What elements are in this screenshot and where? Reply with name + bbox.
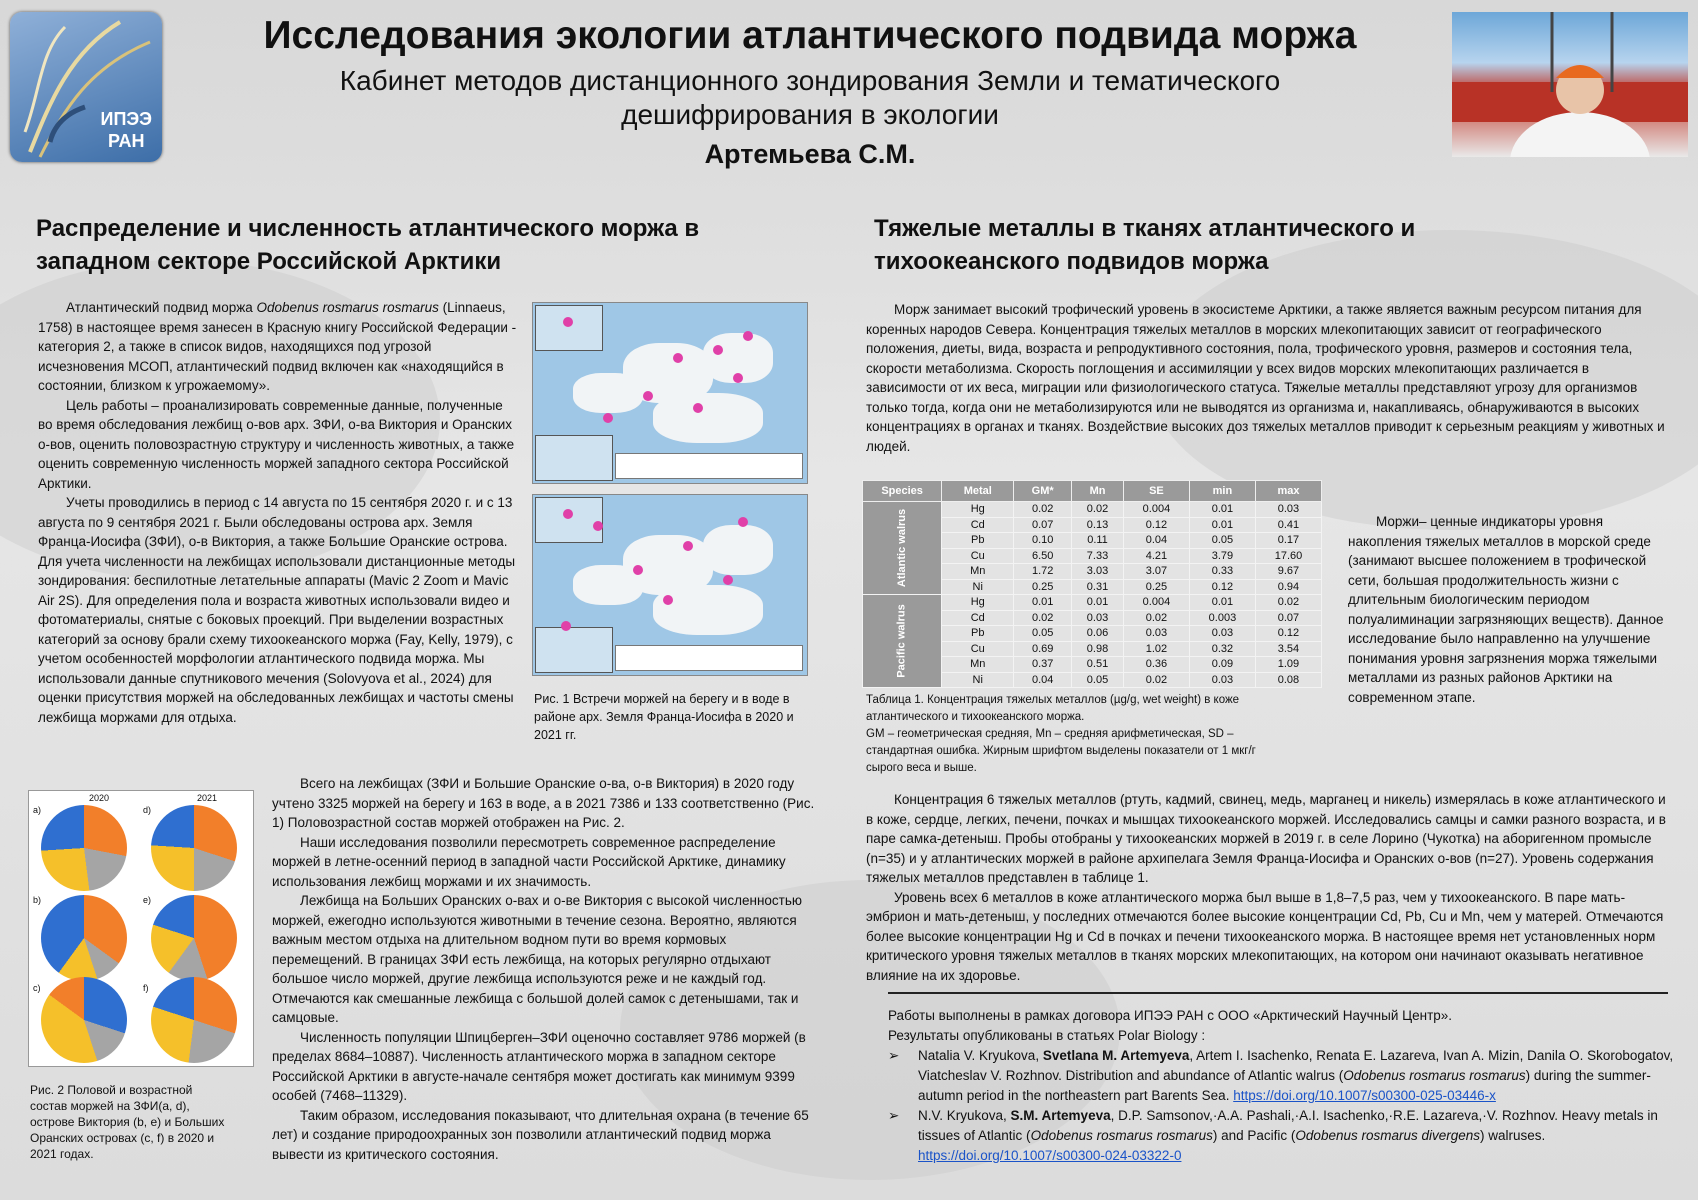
value-cell: 0.04 — [1014, 672, 1072, 688]
value-cell: 9.67 — [1255, 564, 1321, 580]
metal-cell: Cd — [942, 517, 1014, 533]
value-cell: 3.03 — [1072, 564, 1124, 580]
value-cell: 0.03 — [1255, 502, 1321, 518]
reference-item: ➢ N.V. Kryukova, S.M. Artemyeva, D.P. Samsonov,·A.A. Pashali,·A.I. Isachenko,·R.E. Lazareva,·V. Rozhnov. Heavy metals in tissues of Atlantic (Odobenus rosmarus rosmarus) and Pacific (Odobenus rosmarus divergens) walruses. https://doi.org/10.1007/s00300-024-03322-0 — [888, 1108, 1658, 1163]
value-cell: 3.79 — [1189, 548, 1255, 564]
value-cell: 0.02 — [1014, 610, 1072, 626]
value-cell: 0.03 — [1189, 672, 1255, 688]
value-cell: 0.004 — [1123, 595, 1189, 611]
species-cell: Pacific walrus — [863, 595, 942, 688]
metal-cell: Pb — [942, 626, 1014, 642]
value-cell: 0.36 — [1123, 657, 1189, 673]
doi-link[interactable]: https://doi.org/10.1007/s00300-024-03322-0 — [918, 1148, 1182, 1163]
metal-cell: Hg — [942, 502, 1014, 518]
pie-label: b) — [33, 895, 42, 905]
table-header: Metal — [942, 481, 1014, 502]
poster-author: Артемьева С.М. — [704, 139, 916, 169]
table-header: Species — [863, 481, 942, 502]
pie-year-label: 2021 — [197, 793, 218, 803]
metal-cell: Hg — [942, 595, 1014, 611]
right-side-text: Моржи– ценные индикаторы уровня накопления тяжелых металлов в морской среде (занимают высшее положением в трофической сети, большая продолжительность жизни с длительным биологическим периодом полуалиминации загрязняющих веществ). Данное исследование было направленно на улучшение понимания уровня загрязнения моржа тяжелыми металлами из разных районов Арктики на современном этапе. — [1348, 514, 1664, 705]
value-cell: 0.98 — [1072, 641, 1124, 657]
pie-chart-f — [151, 977, 237, 1063]
right-results-text: Концентрация 6 тяжелых металлов (ртуть, кадмий, свинец, медь, марганец и никель) измерялась в коже атлантического и в коже, сердце, легких, печени, почках и мышцах тихоокеанского моржей. Исследовались самцы и самки разного возраста, и в паре самка-детеныш. Пробы отобраны у тихоокеанских моржей в 2019 г. в селе Лорино (Чукотка) на аборигенном промысле (n=35) и у атлантических моржей в районе архипелага Земля Франца-Иосифа и Оранских о-вов (n=27). Уровень содержания тяжелых металлов представлен в таблице 1. Уровень всех 6 металлов в коже атлантического моржа был выше в 1,8–7,5 раз, чем у тихоокеанского. В паре мать-эмбрион и мать-детеныш, у последних отмечаются более высокие концентрации Cd, Pb, Cu и Mn, чем у матерей. Отмечаются более высокие концентрации Hg и Cd в почках и печени тихоокеанского моржа. В настоящее время нет установленных норм критического уровня тяжелых металлов в тканях морских млекопитающих, на котором они начинают оказывать негативное влияние на их здоровье. — [866, 792, 1666, 983]
value-cell: 0.02 — [1123, 610, 1189, 626]
value-cell: 0.004 — [1123, 502, 1189, 518]
author-photo — [1452, 12, 1688, 157]
poster-title: Исследования экологии атлантического подвида моржа — [263, 14, 1357, 57]
pie-year-label: 2020 — [89, 793, 110, 803]
metal-cell: Mn — [942, 657, 1014, 673]
value-cell: 0.02 — [1123, 672, 1189, 688]
logo-text: ИПЭЭ РАН — [100, 109, 152, 151]
right-intro-text: Морж занимает высокий трофический уровень в экосистеме Арктики, а также является важным ресурсом питания для коренных народов Севера. Концентрация тяжелых металлов в морских млекопитающих зависит от географического положения, диеты, вида, возраста и репродуктивного состояния, пола, трофического уровня, размеров и состояния тела, скорости метаболизма. Скорость поглощения и ассимиляции у всех видов морских млекопитающих различается в зависимости от их веса, миграции или физиологического статуса. Тяжелые металлы представляют угрозу для организмов только тогда, когда они не метаболизируются или не выводятся из организма и, накапливаясь, обнаруживаются в высоких концентрациях в органах и тканях. Воздействие высоких доз тяжелых металлов приводит к серьезным реакциям у животных и людей. — [866, 302, 1665, 454]
table-header: min — [1189, 481, 1255, 502]
pie-label: f) — [143, 983, 149, 993]
value-cell: 0.11 — [1072, 533, 1124, 549]
pie-chart-a — [41, 805, 127, 891]
value-cell: 0.05 — [1189, 533, 1255, 549]
value-cell: 0.32 — [1189, 641, 1255, 657]
heavy-metals-table — [862, 480, 1322, 688]
funding-note: Работы выполнены в рамках договора ИПЭЭ РАН с ООО «Арктический Научный Центр». — [888, 1008, 1453, 1023]
arrow-bullet-icon: ➢ — [888, 1048, 900, 1063]
value-cell: 0.03 — [1189, 626, 1255, 642]
map-2021 — [532, 494, 808, 676]
value-cell: 7.33 — [1072, 548, 1124, 564]
value-cell: 0.12 — [1189, 579, 1255, 595]
divider — [888, 992, 1668, 994]
right-section-heading: Тяжелые металлы в тканях атлантического и тихоокеанского подвидов моржа — [874, 215, 1416, 275]
value-cell: 0.13 — [1072, 517, 1124, 533]
value-cell: 0.12 — [1123, 517, 1189, 533]
value-cell: 1.09 — [1255, 657, 1321, 673]
publications-intro: Результаты опубликованы в статьях Polar Biology : — [888, 1028, 1206, 1043]
value-cell: 0.03 — [1072, 610, 1124, 626]
value-cell: 0.25 — [1123, 579, 1189, 595]
table-row — [863, 595, 1322, 611]
metal-cell: Mn — [942, 564, 1014, 580]
value-cell: 0.31 — [1072, 579, 1124, 595]
value-cell: 0.07 — [1014, 517, 1072, 533]
value-cell: 0.01 — [1189, 502, 1255, 518]
value-cell: 0.02 — [1072, 502, 1124, 518]
value-cell: 0.09 — [1189, 657, 1255, 673]
value-cell: 6.50 — [1014, 548, 1072, 564]
value-cell: 0.33 — [1189, 564, 1255, 580]
left-section-heading: Распределение и численность атлантического моржа в западном секторе Российской Арктики — [36, 215, 700, 275]
value-cell: 0.02 — [1014, 502, 1072, 518]
value-cell: 0.05 — [1014, 626, 1072, 642]
pie-chart-c — [41, 977, 127, 1063]
reference-item: ➢ Natalia V. Kryukova, Svetlana M. Artemyeva, Artem I. Isachenko, Renata E. Lazareva, Ivan A. Mizin, Danila O. Skorobogatov, Viatcheslav V. Rozhnov. Distribution and abundance of Atlantic walrus (Odobenus rosmarus rosmarus) during the summer-autumn period in the northeastern part Barents Sea. https://doi.org/10.1007/s00300-025-03446-x — [888, 1048, 1674, 1103]
species-cell: Atlantic walrus — [863, 502, 942, 595]
pie-label: e) — [143, 895, 152, 905]
left-intro-text: Атлантический подвид моржа Odobenus rosmarus rosmarus (Linnaeus, 1758) в настоящее время занесен в Красную книгу Российской Федерации - категория 2, а также в список видов, находящихся под угрозой исчезновения МСОП, атлантический подвид включен как «находящийся в состоянии, близком к угрожаемому». Цель работы – проанализировать современные данные, полученные во время обследования лежбищ о-вов арх. ЗФИ, о-ва Виктория и Оранских о-вов, оценить половозрастную структуру и численность животных, а также оценить современную численность моржей западного сектора Российской Арктики. Учеты проводились в период с 14 августа по 15 сентября 2020 г. и с 13 августа по 9 сентября 2021 г. Были обследованы острова арх. Земля Франца-Иосифа (ЗФИ), о-в Виктория, а также Большие Оранские острова. Для учета численности на лежбищах использовали дистанционные методы зондирования: беспилотные летательные аппараты (Mavic 2 Zoom и Mavic Air 2S). Для определения пола и возраста животных использовали видео и фотоматериалы, снятые с боковых проекций. При выделении возрастных категорий за основу брали схему тихоокеанского моржа (Fay, Kelly, 1979), с учетом особенностей морфологии атлантического подвида моржа. Мы использовали данные спутникового мечения (Solovyova et al., 2024) для оценки присутствия моржей на обследованных лежбищах и частоты смены лежбища моржами для отдыха. — [38, 300, 517, 725]
metal-cell: Pb — [942, 533, 1014, 549]
metal-cell: Cu — [942, 641, 1014, 657]
metal-cell: Cd — [942, 610, 1014, 626]
metal-cell: Ni — [942, 579, 1014, 595]
table-header: max — [1255, 481, 1321, 502]
table-header: GM* — [1014, 481, 1072, 502]
value-cell: 1.02 — [1123, 641, 1189, 657]
metal-cell: Ni — [942, 672, 1014, 688]
value-cell: 0.06 — [1072, 626, 1124, 642]
figure2-pie-charts — [28, 790, 254, 1067]
poster-subtitle: Кабинет методов дистанционного зондирования Земли и тематического дешифрирования в экологии — [339, 65, 1281, 130]
value-cell: 0.41 — [1255, 517, 1321, 533]
value-cell: 0.08 — [1255, 672, 1321, 688]
figure2-caption: Рис. 2 Половой и возрастной состав моржей на ЗФИ(a, d), острове Виктория (b, e) и Больших Оранских островах (c, f) в 2020 и 2021 годах. — [30, 1083, 225, 1161]
value-cell: 0.25 — [1014, 579, 1072, 595]
pie-label: d) — [143, 805, 152, 815]
value-cell: 1.72 — [1014, 564, 1072, 580]
value-cell: 0.01 — [1189, 595, 1255, 611]
value-cell: 0.01 — [1072, 595, 1124, 611]
value-cell: 17.60 — [1255, 548, 1321, 564]
pie-chart-b — [41, 895, 127, 981]
author-photo-graphic — [1452, 12, 1688, 157]
pie-chart-d — [151, 805, 237, 891]
institute-logo — [10, 12, 162, 162]
table-header: Mn — [1072, 481, 1124, 502]
table-caption: Таблица 1. Концентрация тяжелых металлов (µg/g, wet weight) в коже атлантического и тихоокеанского моржа. GM – геометрическая средняя, Mn – средняя арифметическая, SD – стандартная ошибка. Жирным шрифтом выделены показатели от 1 мкг/г сырого веса и выше. — [866, 694, 1256, 774]
table-header: SE — [1123, 481, 1189, 502]
value-cell: 0.03 — [1123, 626, 1189, 642]
value-cell: 0.51 — [1072, 657, 1124, 673]
value-cell: 0.17 — [1255, 533, 1321, 549]
value-cell: 0.07 — [1255, 610, 1321, 626]
value-cell: 0.01 — [1189, 517, 1255, 533]
value-cell: 0.01 — [1014, 595, 1072, 611]
value-cell: 0.04 — [1123, 533, 1189, 549]
map-2020 — [532, 302, 808, 484]
pie-label: c) — [33, 983, 41, 993]
value-cell: 0.94 — [1255, 579, 1321, 595]
value-cell: 0.37 — [1014, 657, 1072, 673]
references — [888, 1006, 1678, 1166]
value-cell: 4.21 — [1123, 548, 1189, 564]
arrow-bullet-icon: ➢ — [888, 1108, 900, 1123]
left-results-text: Всего на лежбищах (ЗФИ и Большие Оранские о-ва, о-в Виктория) в 2020 году учтено 3325 моржей на берегу и 163 в воде, а в 2021 7386 и 133 соответственно (Рис. 1) Половозрастной состав моржей отображен на Рис. 2. Наши исследования позволили пересмотреть современное распределение моржей в летне-осенний период в западной части Российской Арктике, динамику использования лежбищ моржами и их значимость. Лежбища на Больших Оранских о-вах и о-ве Виктория с высокой численностью моржей, ежегодно используются животными в течение сезона. Вероятно, являются важным местом отдыха на длительном водном пути во время кормовых перемещений. В границах ЗФИ есть лежбища, на которых регулярно отдыхают большое число моржей, другие лежбища используются реже и не каждый год. Отмечаются как смешанные лежбища с большой долей самок с детенышами, так и самцовые. Численность популяции Шпицберген–ЗФИ оценочно составляет 9786 моржей (в пределах 8684–10887). Численность атлантического моржа в западном секторе Российской Арктики в августе-начале сентября может достигать как минимум 9399 особей (7468–11329). Таким образом, исследования показывают, что длительная охрана (в течение 65 лет) и создание природоохранных зон позволили атлантический подвид моржа вывести из критического состояния. — [272, 776, 815, 1162]
pie-label: a) — [33, 805, 42, 815]
value-cell: 0.05 — [1072, 672, 1124, 688]
metal-cell: Cu — [942, 548, 1014, 564]
value-cell: 3.07 — [1123, 564, 1189, 580]
value-cell: 0.02 — [1255, 595, 1321, 611]
value-cell: 0.10 — [1014, 533, 1072, 549]
value-cell: 0.69 — [1014, 641, 1072, 657]
value-cell: 3.54 — [1255, 641, 1321, 657]
value-cell: 0.003 — [1189, 610, 1255, 626]
value-cell: 0.12 — [1255, 626, 1321, 642]
doi-link[interactable]: https://doi.org/10.1007/s00300-025-03446-x — [1233, 1088, 1496, 1103]
figure1-caption: Рис. 1 Встречи моржей на берегу и в воде в районе арх. Земля Франца-Иосифа в 2020 и 2021 гг. — [534, 692, 794, 742]
table-row — [863, 502, 1322, 518]
pie-chart-e — [151, 895, 237, 981]
